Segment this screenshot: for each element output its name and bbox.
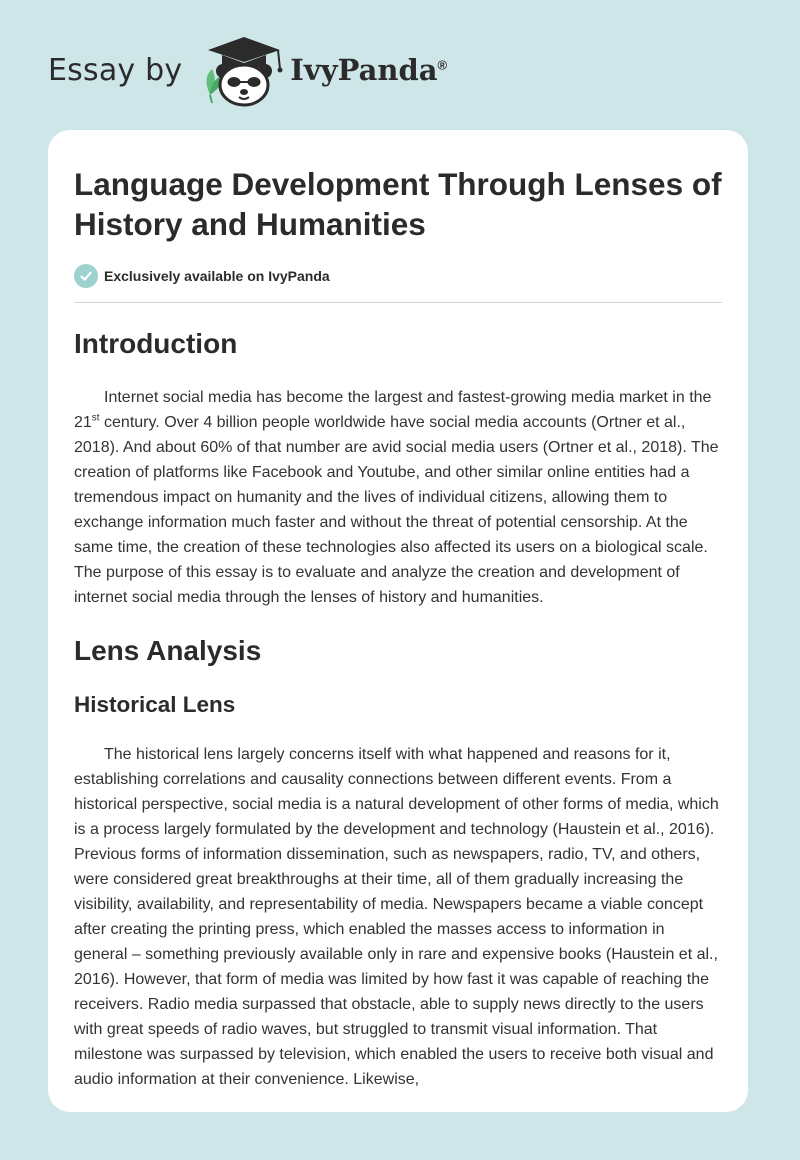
essay-by-label: Essay by [48, 52, 183, 88]
intro-paragraph: Internet social media has become the largest and fastest-growing media market in the 21st century. Over 4 billion people worldwide have social media accounts (Ortner et al., 2018). And about 60% of that number are avid social media users (Ortner et al., 2018). The creation of platforms like Facebook and Youtube, and other similar online entities had a tremendous impact on humanity and the lives of individual citizens, allowing them to exchange information much faster and without the threat of potential censorship. At the same time, the creation of these technologies also affected its users on a biological scale. The purpose of this essay is to evaluate and analyze the creation and development of internet social media through the lenses of history and humanities. [74, 389, 719, 606]
section-heading-introduction: Introduction [74, 328, 238, 359]
panda-graduation-cap-icon [196, 33, 288, 107]
ordinal-suffix: st [91, 412, 100, 424]
brand-name: IvyPanda® [290, 53, 448, 87]
subheading-historical-lens: Historical Lens [74, 692, 236, 717]
exclusive-badge [74, 264, 722, 288]
essay-title: Language Development Through Lenses of History and Humanities [74, 166, 722, 242]
registered-mark: ® [437, 57, 448, 73]
essay-card [48, 130, 748, 1112]
check-circle-icon [74, 264, 98, 288]
historical-lens-paragraph: The historical lens largely concerns itself with what happened and reasons for it, establishing correlations and causality connections between different events. From a historical perspective, social media is a natural development of other forms of media, which is a process largely formulated by the development and technology (Haustein et al., 2016). Previous forms of information dissemination, such as newspapers, radio, TV, and others, were considered great breakthroughs at their time, all of them gradually increasing the visibility, availability, and representability of media. Newspapers became a viable concept after creating the printing press, which enabled the masses access to information in general – something previously available only in rare and expensive books (Haustein et al., 2016). However, that form of media was limited by how fast it was capable of reaching the receivers. Radio media surpassed that obstacle, able to supply news directly to the users with great speeds of radio waves, but struggled to transmit visual information. That milestone was surpassed by television, which enabled the users to receive both visual and audio information at their convenience. Likewise, [74, 746, 719, 1088]
exclusive-label: Exclusively available on IvyPanda [104, 268, 330, 284]
divider [74, 302, 722, 303]
brand-header[interactable] [48, 30, 447, 110]
section-heading-lens-analysis: Lens Analysis [74, 635, 262, 666]
